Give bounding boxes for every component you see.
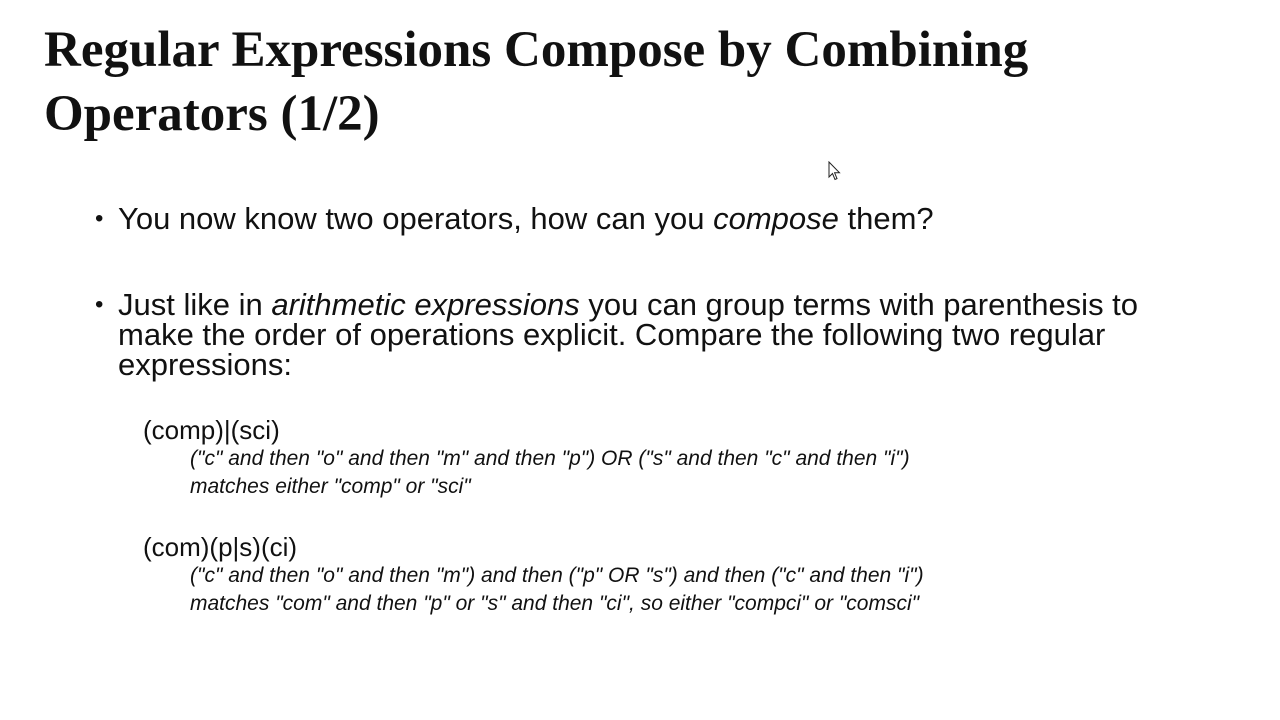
bullet-emphasis: arithmetic expressions: [271, 287, 580, 322]
regex-explanation: ("c" and then "o" and then "m" and then "p") OR ("s" and then "c" and then "i"): [190, 447, 910, 470]
bullet-text: [118, 201, 1175, 236]
regex-result: matches either "comp" or "sci": [190, 475, 471, 498]
bullet-dot: •: [95, 205, 104, 232]
bullet-text-part: You now know two operators, how can you: [118, 201, 714, 236]
bullet-dot: •: [95, 291, 104, 318]
slide-title: Regular Expressions Compose by Combining Operators (1/2): [44, 22, 1029, 142]
regex-explanation: ("c" and then "o" and then "m") and then ("p" OR "s") and then ("c" and then "i"): [190, 564, 924, 587]
mouse-pointer-icon: [828, 161, 841, 181]
bullet-text-part: them?: [838, 201, 934, 236]
bullet-arithmetic-grouping: [95, 287, 1175, 382]
regex-example-alternation: [143, 415, 910, 501]
bullet-emphasis: compose: [713, 201, 839, 236]
bullet-text-part: you can group terms with parenthesis to make the order of operations explicit. Compare the following two regular expressions:: [118, 287, 1139, 382]
bullet-text-part: Just like in: [118, 287, 272, 322]
regex-result: matches "com" and then "p" or "s" and then "ci", so either "compci" or "comsci": [190, 592, 920, 615]
bullet-compose-question: [95, 201, 1175, 236]
regex-expression: (com)(p|s)(ci): [143, 532, 298, 562]
bullet-text: [118, 287, 1175, 382]
regex-example-grouping: [143, 532, 924, 618]
regex-expression: (comp)|(sci): [143, 415, 280, 445]
